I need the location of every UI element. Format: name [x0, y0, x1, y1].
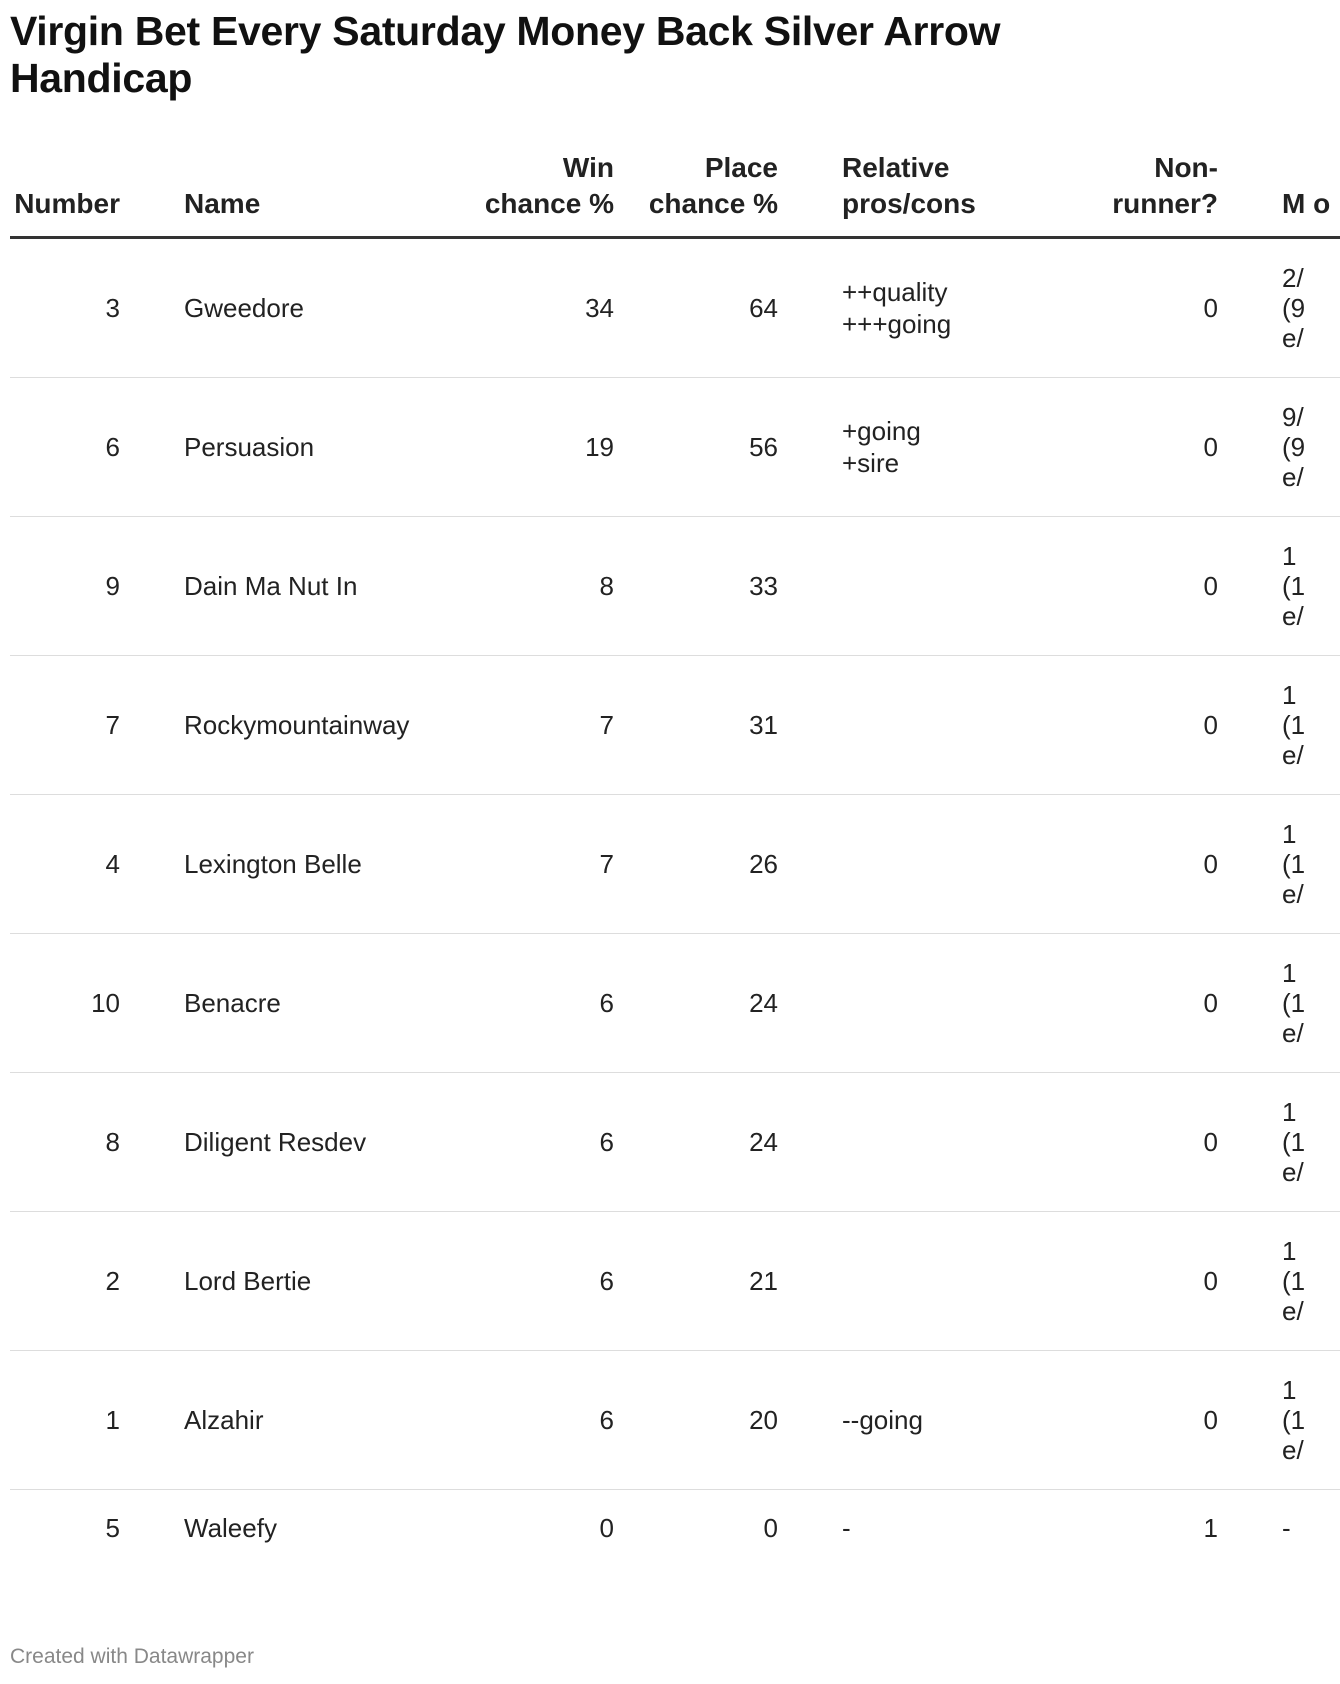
cell-number: 10 [10, 934, 120, 1073]
cell-name: Gweedore [120, 238, 474, 378]
cell-number: 9 [10, 517, 120, 656]
cell-pros-cons: - [842, 1512, 851, 1543]
cell-non-runner: 1 [1203, 1512, 1218, 1543]
cell-name: Alzahir [120, 1351, 474, 1490]
cell-pros-cons [778, 517, 1062, 656]
cell-place-chance: 21 [614, 1212, 778, 1351]
cell-number: 1 [10, 1351, 120, 1490]
column-header-pros-cons[interactable]: Relative pros/cons [778, 150, 1062, 238]
cell-place-chance: 33 [614, 517, 778, 656]
table-row [10, 378, 1340, 517]
cell-non-runner: 0 [1062, 517, 1218, 656]
table-row [10, 656, 1340, 795]
column-header-number[interactable]: Number [10, 150, 120, 238]
cell-non-runner: 0 [1062, 1073, 1218, 1212]
cell-non-runner: 0 [1062, 934, 1218, 1073]
cell-win-chance: 34 [474, 238, 614, 378]
cell-number: 5 [105, 1512, 120, 1543]
cell-odds: 1 (1 e/ [1218, 517, 1340, 656]
cell-odds: 9/ (9 e/ [1218, 378, 1340, 517]
cell-name: Rockymountainway [120, 656, 474, 795]
column-header-non-runner[interactable]: Non-runner? [1062, 150, 1218, 238]
cell-odds: 1 (1 e/ [1218, 934, 1340, 1073]
cell-place-chance: 26 [614, 795, 778, 934]
cell-name: Waleefy [184, 1512, 277, 1543]
column-header-place-chance[interactable]: Place chance % [614, 150, 778, 238]
cell-name: Lexington Belle [120, 795, 474, 934]
cell-pros-cons [778, 934, 1062, 1073]
cell-pros-cons: --going [778, 1351, 1062, 1490]
cell-pros-cons [778, 1212, 1062, 1351]
column-header-odds[interactable]: M o [1218, 150, 1340, 238]
table-row [10, 1490, 1340, 1566]
table-row [10, 795, 1340, 934]
cell-win-chance: 19 [474, 378, 614, 517]
cell-win-chance: 0 [599, 1512, 614, 1543]
cell-pros-cons [778, 795, 1062, 934]
cell-odds: 1 (1 e/ [1218, 1212, 1340, 1351]
table-row [10, 1351, 1340, 1490]
cell-win-chance: 7 [474, 656, 614, 795]
cell-non-runner: 0 [1062, 656, 1218, 795]
credit-footer: Created with Datawrapper [10, 1645, 254, 1668]
cell-non-runner: 0 [1062, 795, 1218, 934]
cell-number: 7 [10, 656, 120, 795]
cell-name: Benacre [120, 934, 474, 1073]
column-header-win-chance[interactable]: Win chance % [474, 150, 614, 238]
cell-place-chance: 31 [614, 656, 778, 795]
cell-odds: 1 (1 e/ [1218, 1351, 1340, 1490]
cell-name: Diligent Resdev [120, 1073, 474, 1212]
cell-pros-cons: ++quality +++going [778, 238, 1062, 378]
cell-odds: 1 (1 e/ [1218, 656, 1340, 795]
cell-number: 3 [10, 238, 120, 378]
cell-name: Persuasion [120, 378, 474, 517]
cell-non-runner: 0 [1062, 378, 1218, 517]
cell-win-chance: 6 [474, 934, 614, 1073]
cell-name: Lord Bertie [120, 1212, 474, 1351]
cell-win-chance: 6 [474, 1351, 614, 1490]
cell-pros-cons [778, 1073, 1062, 1212]
chart-title: Virgin Bet Every Saturday Money Back Silver Arrow Handicap [10, 8, 1001, 101]
data-table [10, 150, 1340, 1565]
table-row [10, 1212, 1340, 1351]
data-table-container [10, 150, 1331, 1565]
cell-place-chance: 0 [763, 1512, 778, 1543]
table-row [10, 934, 1340, 1073]
table-row [10, 238, 1340, 378]
table-row [10, 517, 1340, 656]
cell-number: 4 [10, 795, 120, 934]
cell-name: Dain Ma Nut In [120, 517, 474, 656]
cell-non-runner: 0 [1062, 1212, 1218, 1351]
cell-pros-cons [778, 656, 1062, 795]
cell-win-chance: 6 [474, 1212, 614, 1351]
cell-place-chance: 56 [614, 378, 778, 517]
cell-odds: 1 (1 e/ [1218, 795, 1340, 934]
cell-place-chance: 24 [614, 1073, 778, 1212]
cell-place-chance: 24 [614, 934, 778, 1073]
table-body [10, 238, 1340, 1566]
cell-odds: 1 (1 e/ [1218, 1073, 1340, 1212]
cell-win-chance: 8 [474, 517, 614, 656]
cell-non-runner: 0 [1062, 238, 1218, 378]
cell-non-runner: 0 [1062, 1351, 1218, 1490]
cell-number: 6 [10, 378, 120, 517]
cell-pros-cons: +going +sire [778, 378, 1062, 517]
cell-place-chance: 64 [614, 238, 778, 378]
cell-win-chance: 6 [474, 1073, 614, 1212]
cell-place-chance: 20 [614, 1351, 778, 1490]
cell-win-chance: 7 [474, 795, 614, 934]
cell-number: 2 [10, 1212, 120, 1351]
cell-odds: - [1282, 1512, 1291, 1543]
column-header-name[interactable]: Name [120, 150, 474, 238]
header-row [10, 150, 1340, 238]
cell-odds: 2/ (9 e/ [1218, 238, 1340, 378]
table-row [10, 1073, 1340, 1212]
cell-number: 8 [10, 1073, 120, 1212]
